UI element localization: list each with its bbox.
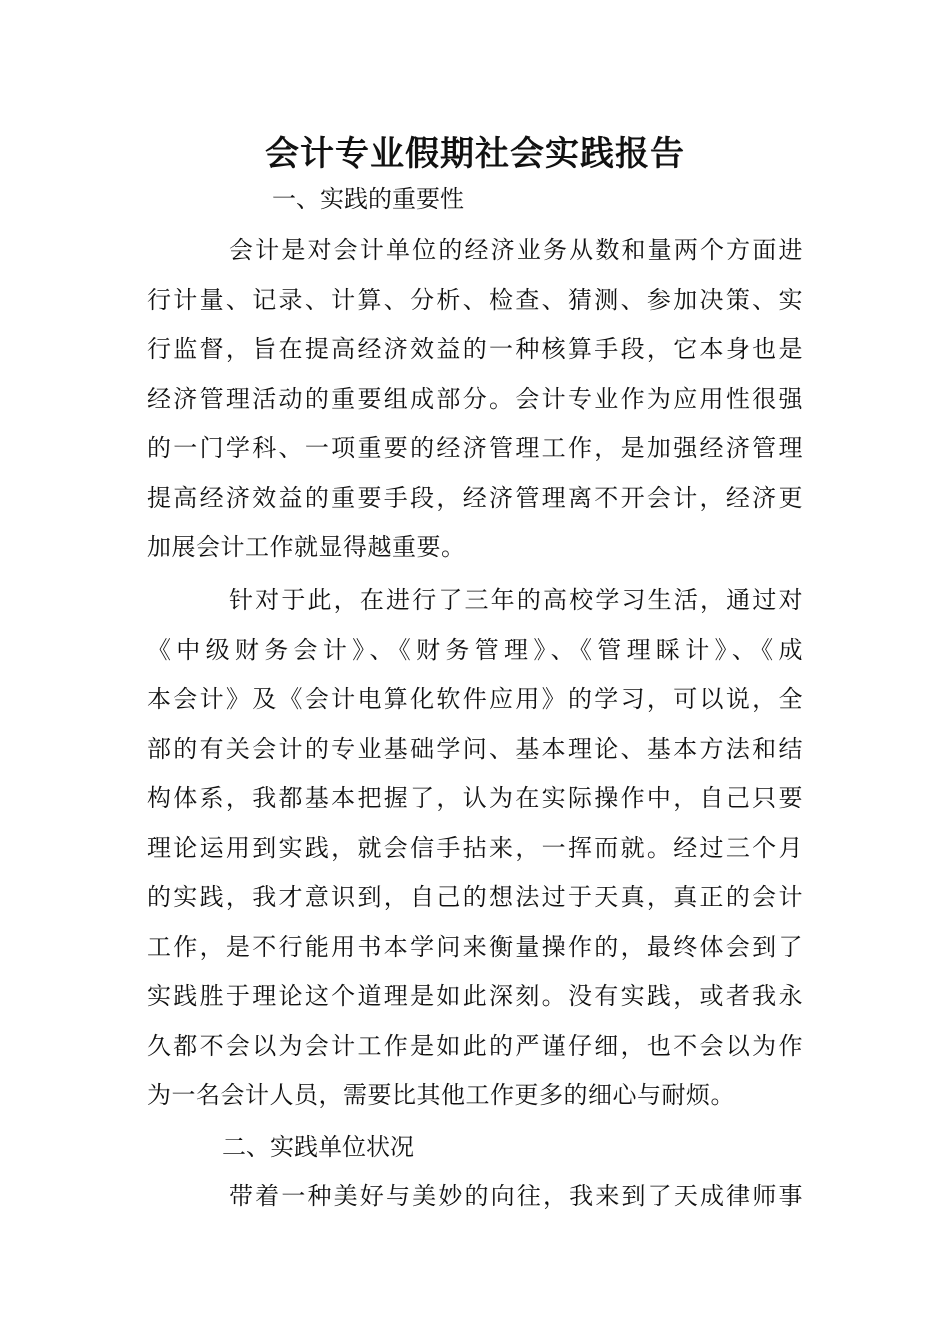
paragraph-line: 行监督，旨在提高经济效益的一种核算手段，它本身也是 <box>147 335 803 363</box>
paragraph-line: 加展会计工作就显得越重要。 <box>147 533 466 561</box>
paragraph-line: 带着一种美好与美妙的向往，我来到了天成律师事 <box>229 1182 803 1210</box>
paragraph-line: 提高经济效益的重要手段，经济管理离不开会计，经济更 <box>147 483 803 512</box>
paragraph-line: 本会计》及《会计电算化软件应用》的学习，可以说，全 <box>147 685 803 713</box>
paragraph-line: 久都不会以为会计工作是如此的严谨仔细，也不会以为作 <box>147 1031 803 1060</box>
paragraph-line: 经济管理活动的重要组成部分。会计专业作为应用性很强 <box>147 384 803 413</box>
paragraph-importance <box>147 226 803 573</box>
paragraph-line: 《中级财务会计》、《财务管理》、《管理睬计》、《成 <box>147 635 803 664</box>
paragraph-line: 的一门学科、一项重要的经济管理工作，是加强经济管理 <box>147 434 803 462</box>
paragraph-line: 工作，是不行能用书本学问来衡量操作的，最终体会到了 <box>147 932 803 961</box>
paragraph-line: 会计是对会计单位的经济业务从数和量两个方面进 <box>229 236 803 264</box>
section-heading-importance: 一、实践的重要性 <box>272 185 464 213</box>
section-heading-practice-unit: 二、实践单位状况 <box>222 1133 414 1161</box>
paragraph-line: 实践胜于理论这个道理是如此深刻。没有实践，或者我永 <box>147 982 803 1010</box>
paragraph-study-experience <box>147 576 803 1121</box>
paragraph-line: 为一名会计人员，需要比其他工作更多的细心与耐烦。 <box>147 1081 735 1109</box>
paragraph-line: 构体系，我都基本把握了，认为在实际操作中，自己只要 <box>147 784 803 812</box>
document-title: 会计专业假期社会实践报告 <box>265 134 685 174</box>
paragraph-line: 理论运用到实践，就会信手拈来，一挥而就。经过三个月 <box>147 833 803 862</box>
paragraph-practice-unit <box>147 1172 803 1222</box>
paragraph-line: 部的有关会计的专业基础学问、基本理论、基本方法和结 <box>147 734 803 763</box>
paragraph-line: 的实践，我才意识到，自己的想法过于天真，真正的会计 <box>147 883 803 911</box>
paragraph-line: 行计量、记录、计算、分析、检查、猜测、参加决策、实 <box>147 285 803 314</box>
paragraph-line: 针对于此，在进行了三年的高校学习生活，通过对 <box>229 586 803 614</box>
